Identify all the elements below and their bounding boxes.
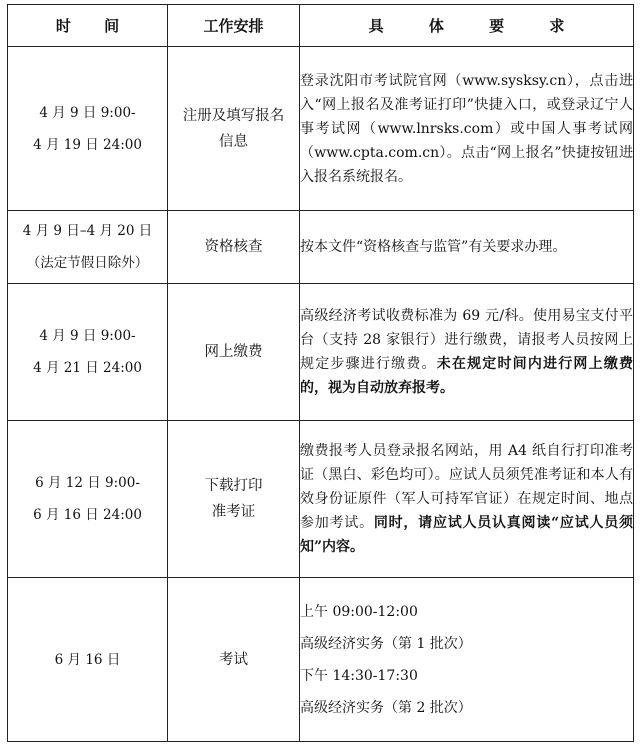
header-requirements: 具 体 要 求 — [300, 5, 634, 47]
exam-session-subject: 高级经济实务（第 2 批次） — [300, 699, 472, 716]
requirement-cell — [300, 578, 634, 742]
exam-session-time: 下午 14:30-17:30 — [300, 667, 418, 684]
time-cell: 4 月 9 日 9:00- 4 月 19 日 24:00 — [8, 47, 168, 211]
time-cell: 4 月 9 日 9:00- 4 月 21 日 24:00 — [8, 284, 168, 421]
task-cell: 网上缴费 — [168, 284, 300, 421]
time-cell: 6 月 16 日 — [8, 578, 168, 742]
header-time: 时 间 — [8, 5, 168, 47]
table-row — [8, 284, 634, 421]
exam-schedule-table — [7, 4, 634, 742]
exam-session-time: 上午 09:00-12:00 — [300, 603, 418, 620]
requirement-cell: 缴费报考人员登录报名网站，用 A4 纸自行打印准考证（黑白、彩色均可）。应试人员须凭准考证和本人有效身份证原件（军人可持军官证）在规定时间、地点参加考试。同时，请应试人员认真阅读“应试人员须知”内容。 — [300, 421, 634, 578]
requirement-cell: 登录沈阳市考试院官网（www.sysksy.cn），点击进入“网上报名及准考证打印”快捷入口，或登录辽宁人事考试网（www.lnrsks.com）或中国人事考试网（www.cpta.com.cn）。点击“网上报名”快捷按钮进入报名系统报名。 — [300, 47, 634, 211]
payment-warning: 未在规定时间内进行网上缴费的，视为自动放弃报考。 — [300, 356, 634, 396]
task-cell: 注册及填写报名 信息 — [168, 47, 300, 211]
header-task: 工作安排 — [168, 5, 300, 47]
task-cell: 下载打印 准考证 — [168, 421, 300, 578]
candidate-notice-reminder: 同时，请应试人员认真阅读“应试人员须知”内容。 — [300, 515, 633, 555]
time-cell: 6 月 12 日 9:00- 6 月 16 日 24:00 — [8, 421, 168, 578]
time-cell: 4 月 9 日–4 月 20 日 （法定节假日除外） — [8, 211, 168, 284]
table-header-row — [8, 5, 634, 47]
table-row — [8, 578, 634, 742]
table-row — [8, 421, 634, 578]
task-cell: 考试 — [168, 578, 300, 742]
requirement-cell: 高级经济考试收费标准为 69 元/科。使用易宝支付平台（支持 28 家银行）进行缴费，请报考人员按网上规定步骤进行缴费。未在规定时间内进行网上缴费的，视为自动放弃报考。 — [300, 284, 634, 421]
requirement-cell: 按本文件“资格核查与监管”有关要求办理。 — [300, 211, 634, 284]
task-cell: 资格核查 — [168, 211, 300, 284]
table-row — [8, 211, 634, 284]
table-row — [8, 47, 634, 211]
exam-session-subject: 高级经济实务（第 1 批次） — [300, 635, 472, 652]
